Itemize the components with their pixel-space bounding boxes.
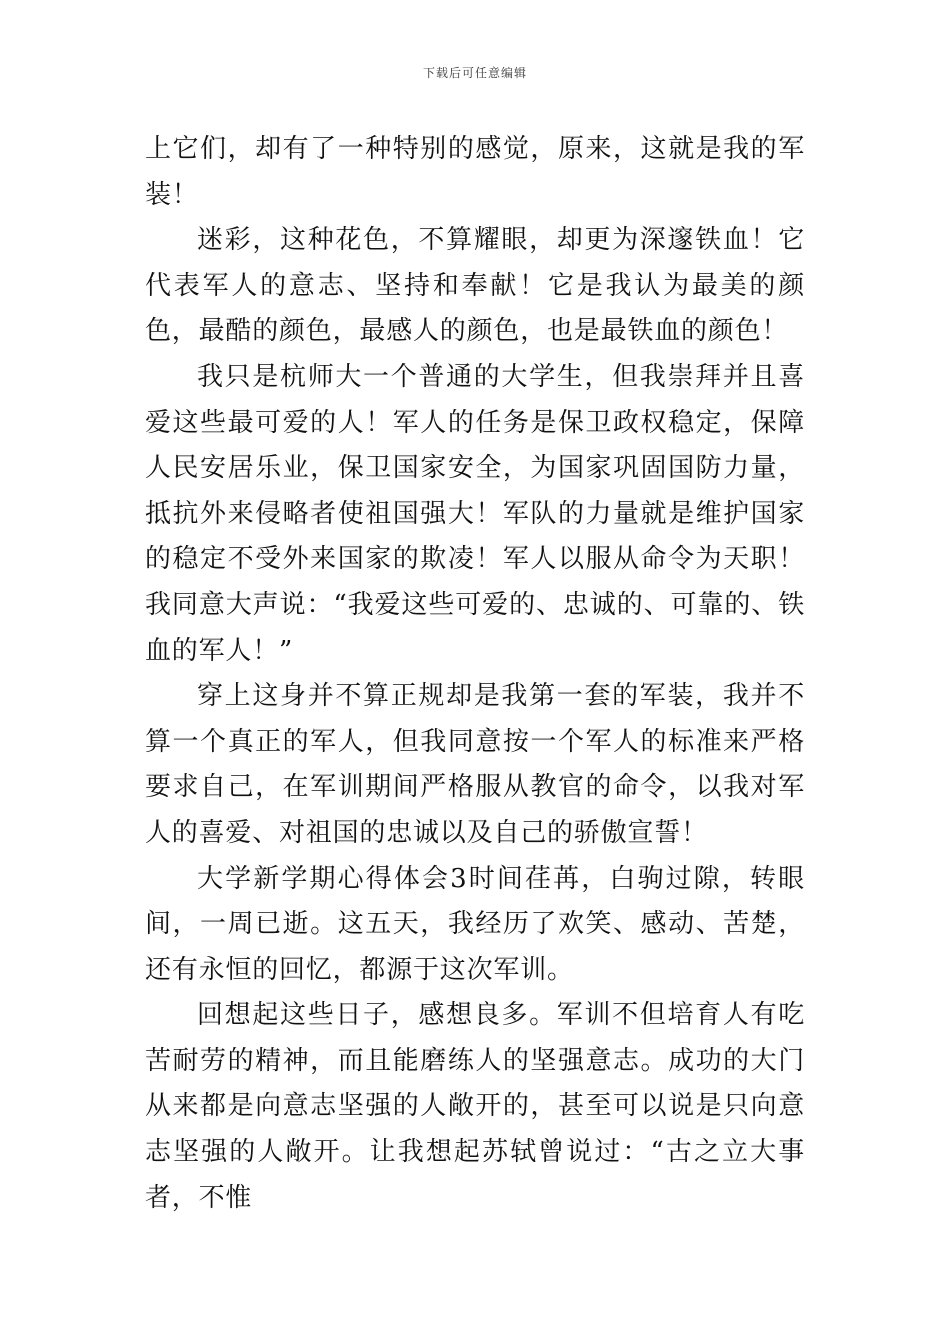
document-body [145,127,805,1221]
paragraph: 迷彩，这种花色，不算耀眼，却更为深邃铁血！它代表军人的意志、坚持和奉献！它是我认为最美的颜色，最酷的颜色，最感人的颜色，也是最铁血的颜色！ [145,225,805,347]
paragraph-continuation: 上它们，却有了一种特别的感觉，原来，这就是我的军装！ [145,134,805,210]
paragraph: 大学新学期心得体会3时间荏苒，白驹过隙，转眼间，一周已逝。这五天，我经历了欢笑、感动、苦楚，还有永恒的回忆，都源于这次军训。 [145,863,805,985]
paragraph: 回想起这些日子，感想良多。军训不但培育人有吃苦耐劳的精神，而且能磨练人的坚强意志。成功的大门从来都是向意志坚强的人敞开的，甚至可以说是只向意志坚强的人敞开。让我想起苏轼曾说过：“古之立大事者，不惟 [145,1000,805,1213]
page-header: 下载后可任意编辑 [422,66,527,80]
paragraph: 穿上这身并不算正规却是我第一套的军装，我并不算一个真正的军人，但我同意按一个军人的标准来严格要求自己，在军训期间严格服从教官的命令，以我对军人的喜爱、对祖国的忠诚以及自己的骄傲宣誓！ [145,681,805,848]
paragraph: 我只是杭师大一个普通的大学生，但我崇拜并且喜爱这些最可爱的人！军人的任务是保卫政权稳定，保障人民安居乐业，保卫国家安全，为国家巩固国防力量，抵抗外来侵略者使祖国强大！军队的力量就是维护国家的稳定不受外来国家的欺凌！军人以服从命令为天职！我同意大声说：“我爱这些可爱的、忠诚的、可靠的、铁血的军人！” [145,361,805,666]
